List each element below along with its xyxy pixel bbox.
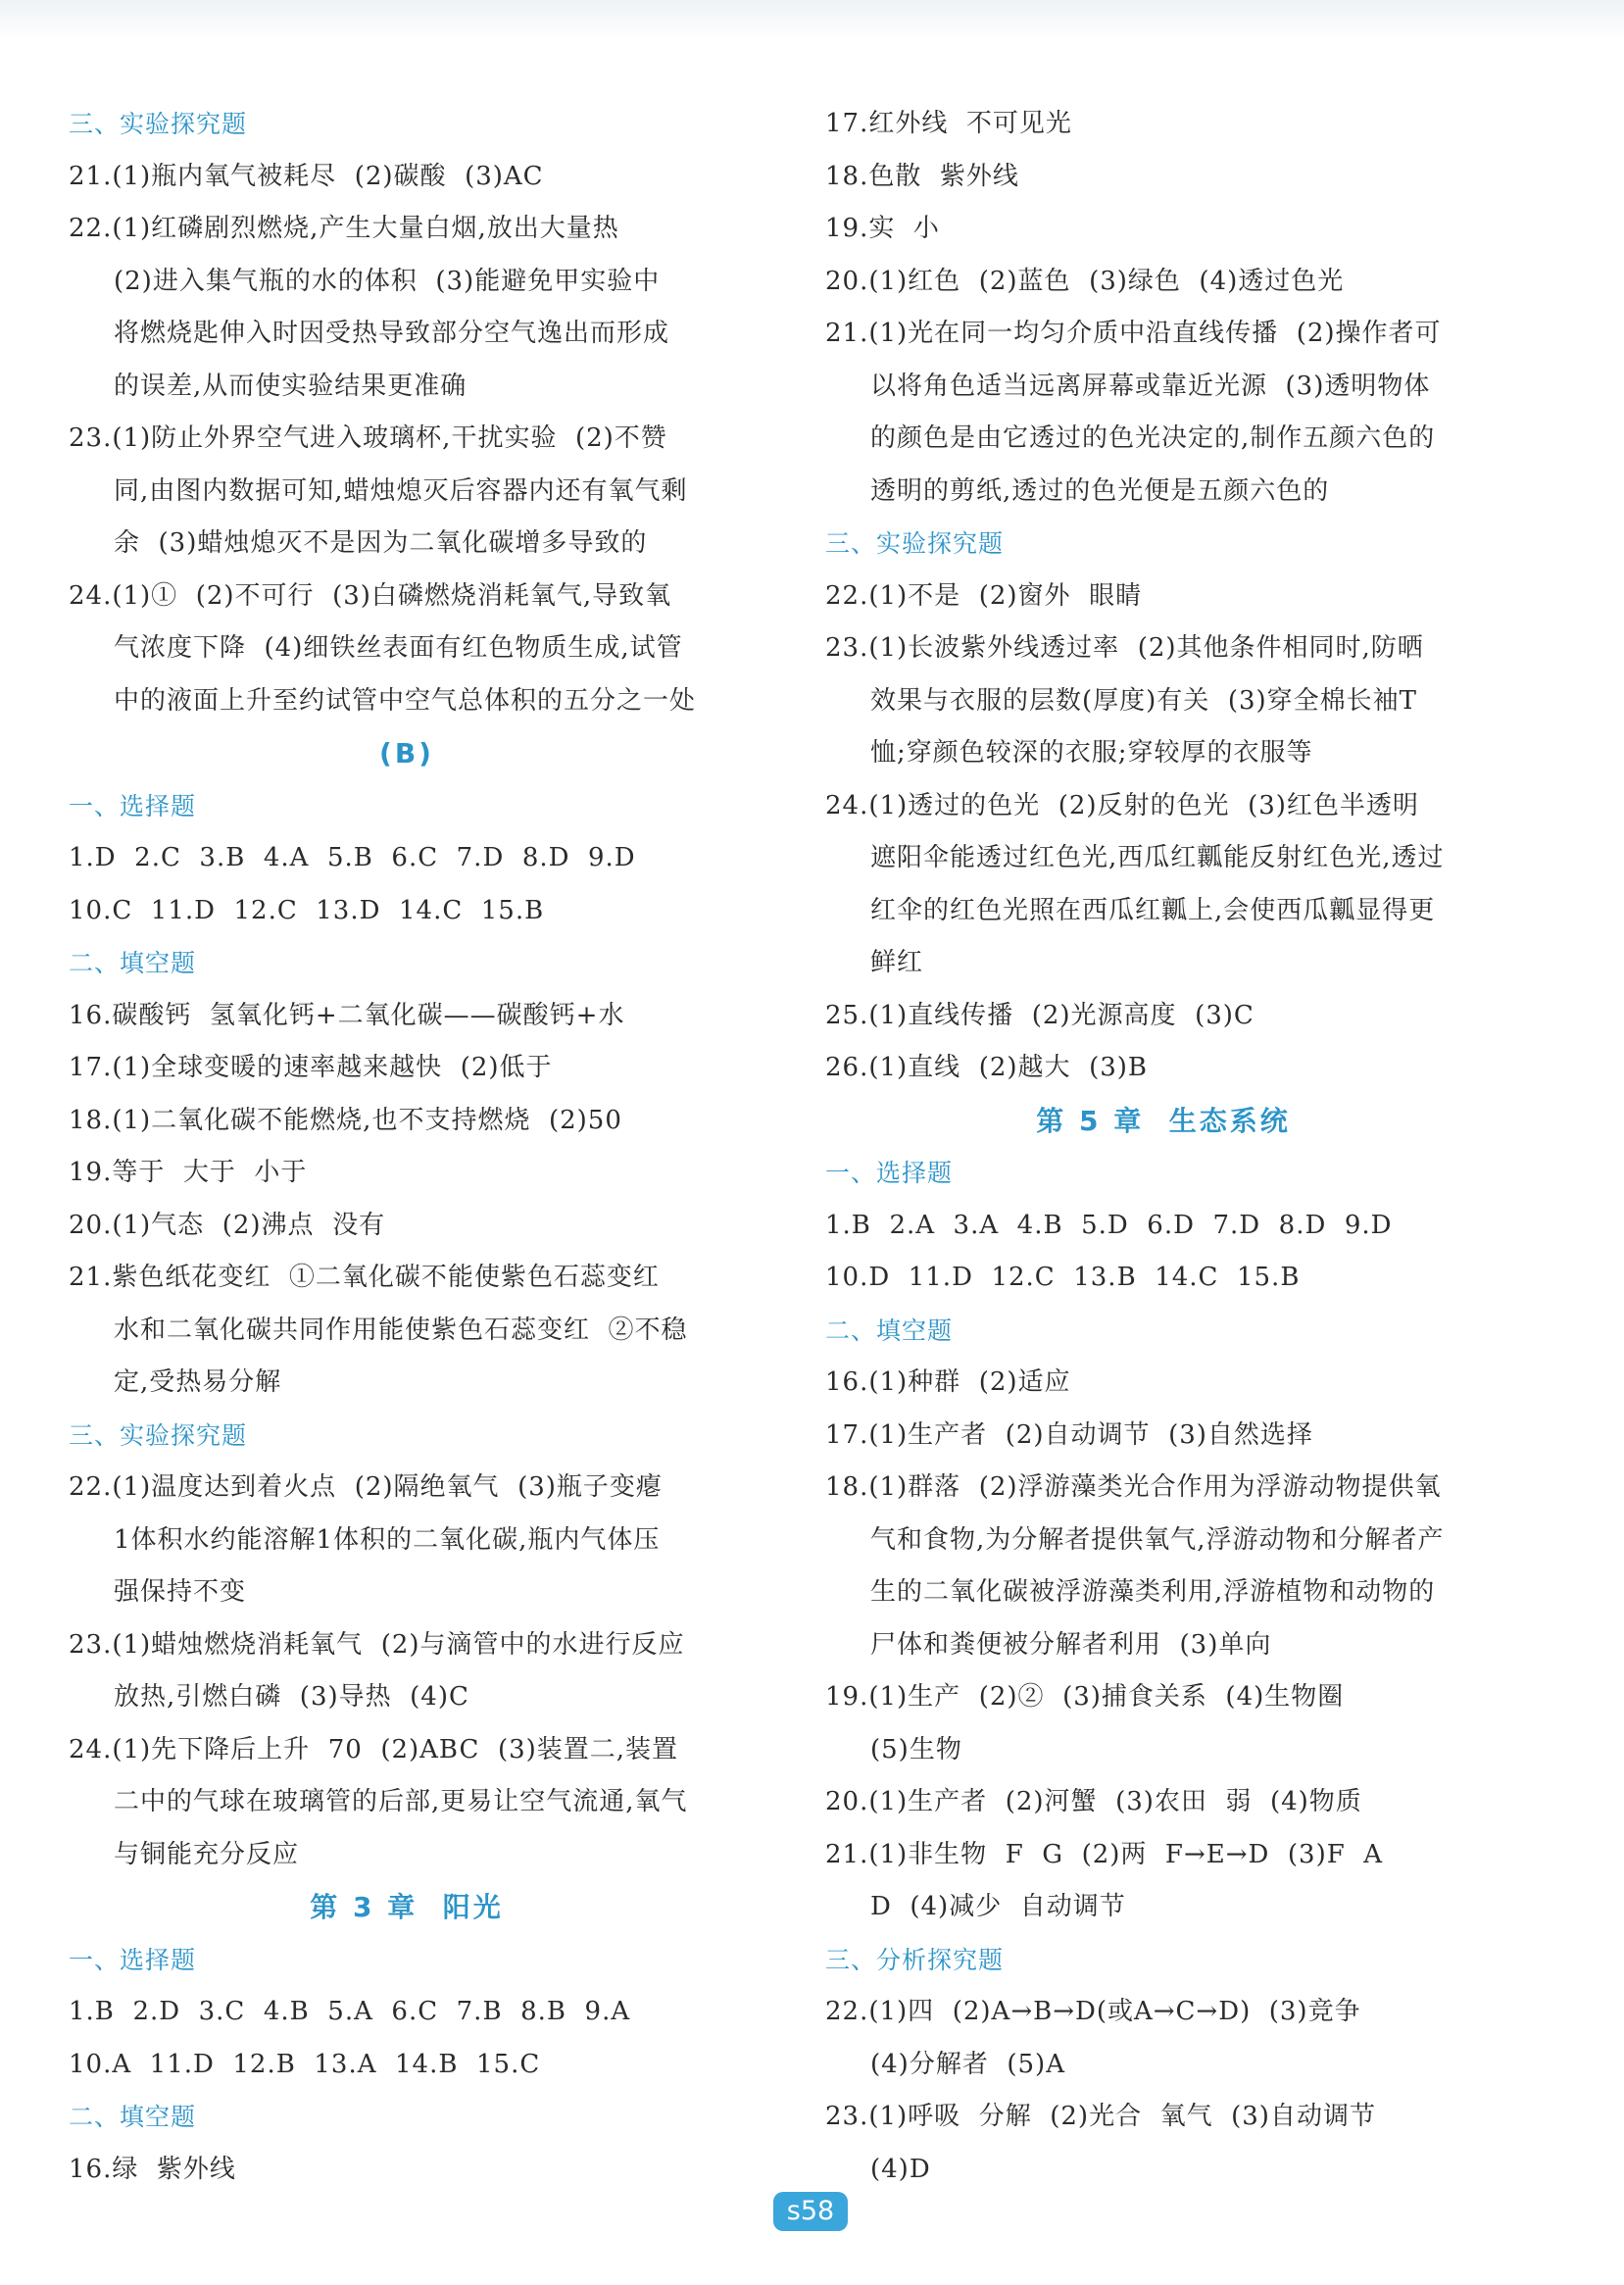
answer-continuation: 水和二氧化碳共同作用能使紫色石蕊变红 ②不稳 (114, 1315, 688, 1345)
answer-line: 16.碳酸钙 氢氧化钙+二氧化碳——碳酸钙+水 (69, 1000, 625, 1030)
answer-continuation: 余 (3)蜡烛熄灭不是因为二氧化碳增多导致的 (114, 528, 648, 558)
answer-continuation: 恤;穿颜色较深的衣服;穿较厚的衣服等 (870, 738, 1313, 768)
section-heading: 一、选择题 (69, 791, 197, 820)
answer-continuation: 气和食物,为分解者提供氧气,浮游动物和分解者产 (870, 1524, 1445, 1555)
right-column (825, 98, 1501, 2196)
section-heading: 二、填空题 (69, 949, 197, 977)
answer-line: 19.实 小 (825, 214, 940, 243)
answer-continuation: 将燃烧匙伸入时因受热导致部分空气逸出而形成 (114, 319, 670, 348)
answer-line: 17.(1)生产者 (2)自动调节 (3)自然选择 (825, 1419, 1313, 1450)
answer-continuation: 气浓度下降 (4)细铁丝表面有红色物质生成,试管 (114, 633, 683, 663)
answer-line: 21.(1)非生物 F G (2)两 F→E→D (3)F A (825, 1839, 1384, 1869)
answer-line: 17.红外线 不可见光 (825, 109, 1072, 138)
answer-continuation: (5)生物 (870, 1734, 962, 1764)
answer-line: 22.(1)红磷剧烈燃烧,产生大量白烟,放出大量热 (69, 214, 619, 243)
section-heading: 一、选择题 (825, 1159, 954, 1187)
chapter-heading: (B) (379, 737, 434, 770)
answer-line: 22.(1)不是 (2)窗外 眼睛 (825, 580, 1143, 611)
answer-line: 22.(1)温度达到着火点 (2)隔绝氧气 (3)瓶子变瘪 (69, 1472, 663, 1502)
answer-line: 19.(1)生产 (2)② (3)捕食关系 (4)生物圈 (825, 1682, 1345, 1712)
section-heading: 二、填空题 (69, 2103, 197, 2131)
answer-line: 23.(1)呼吸 分解 (2)光合 氧气 (3)自动调节 (825, 2102, 1376, 2131)
answer-continuation: 强保持不变 (114, 1577, 247, 1607)
answer-continuation: 定,受热易分解 (114, 1367, 282, 1397)
answer-line: 19.等于 大于 小于 (69, 1158, 308, 1187)
answer-continuation: 二中的气球在玻璃管的后部,更易让空气流通,氧气 (114, 1787, 688, 1816)
chapter-heading: 第 3 章 阳光 (310, 1891, 504, 1923)
answer-line: 10.D 11.D 12.C 13.B 14.C 15.B (825, 1263, 1301, 1292)
answer-continuation: 以将角色适当远离屏幕或靠近光源 (3)透明物体 (870, 371, 1431, 401)
answer-line: 21.紫色纸花变红 ①二氧化碳不能使紫色石蕊变红 (69, 1263, 660, 1292)
section-heading: 二、填空题 (825, 1316, 954, 1345)
answer-continuation: 效果与衣服的层数(厚度)有关 (3)穿全棉长袖T (870, 685, 1417, 716)
answer-continuation: 与铜能充分反应 (114, 1839, 300, 1869)
answer-line: 1.D 2.C 3.B 4.A 5.B 6.C 7.D 8.D 9.D (69, 843, 636, 872)
answer-line: 1.B 2.D 3.C 4.B 5.A 6.C 7.B 8.B 9.A (69, 1997, 631, 2026)
answer-line: 23.(1)防止外界空气进入玻璃杯,干扰实验 (2)不赞 (69, 423, 667, 453)
section-heading: 一、选择题 (69, 1945, 197, 1974)
answer-continuation: (2)进入集气瓶的水的体积 (3)能避免甲实验中 (114, 266, 661, 296)
answer-line: 18.(1)二氧化碳不能燃烧,也不支持燃烧 (2)50 (69, 1105, 622, 1135)
page-top-shade (0, 0, 1624, 39)
answer-continuation: 生的二氧化碳被浮游藻类利用,浮游植物和动物的 (870, 1577, 1436, 1607)
answer-continuation: 透明的剪纸,透过的色光便是五颜六色的 (870, 475, 1330, 506)
answer-continuation: 同,由图内数据可知,蜡烛熄灭后容器内还有氧气剩 (114, 475, 688, 506)
answer-line: 18.(1)群落 (2)浮游藻类光合作用为浮游动物提供氧 (825, 1472, 1442, 1502)
answer-line: 16.绿 紫外线 (69, 2154, 236, 2184)
section-heading: 三、分析探究题 (825, 1945, 1005, 1974)
answer-line: 24.(1)先下降后上升 70 (2)ABC (3)装置二,装置 (69, 1734, 679, 1764)
answer-line: 1.B 2.A 3.A 4.B 5.D 6.D 7.D 8.D 9.D (825, 1210, 1393, 1240)
answer-continuation: 的误差,从而使实验结果更准确 (114, 371, 468, 401)
answer-line: 20.(1)红色 (2)蓝色 (3)绿色 (4)透过色光 (825, 266, 1345, 296)
answer-continuation: 遮阳伞能透过红色光,西瓜红瓤能反射红色光,透过 (870, 843, 1445, 872)
answer-continuation: 鲜红 (870, 948, 924, 977)
answer-line: 16.(1)种群 (2)适应 (825, 1367, 1071, 1397)
left-column (69, 98, 745, 2196)
section-heading: 三、实验探究题 (69, 1420, 248, 1450)
answer-continuation: 1体积水约能溶解1体积的二氧化碳,瓶内气体压 (114, 1524, 661, 1555)
answer-line: 24.(1)透过的色光 (2)反射的色光 (3)红色半透明 (825, 790, 1419, 820)
answer-continuation: 中的液面上升至约试管中空气总体积的五分之一处 (114, 685, 697, 716)
answer-continuation: (4)分解者 (5)A (870, 2049, 1065, 2079)
answer-line: 20.(1)气态 (2)沸点 没有 (69, 1210, 386, 1240)
answer-line: 17.(1)全球变暖的速率越来越快 (2)低于 (69, 1053, 553, 1082)
answer-line: 21.(1)瓶内氧气被耗尽 (2)碳酸 (3)AC (69, 161, 544, 191)
answer-line: 23.(1)蜡烛燃烧消耗氧气 (2)与滴管中的水进行反应 (69, 1629, 685, 1660)
answer-line: 23.(1)长波紫外线透过率 (2)其他条件相同时,防晒 (825, 633, 1424, 663)
section-heading: 三、实验探究题 (825, 529, 1005, 558)
chapter-heading: 第 5 章 生态系统 (1036, 1104, 1291, 1137)
answer-continuation: D (4)减少 自动调节 (870, 1892, 1126, 1921)
answer-continuation: (4)D (870, 2154, 931, 2184)
page-number: s58 (773, 2192, 848, 2231)
answer-continuation: 红伞的红色光照在西瓜红瓤上,会使西瓜瓤显得更 (870, 895, 1436, 925)
answer-line: 22.(1)四 (2)A→B→D(或A→C→D) (3)竞争 (825, 1997, 1361, 2026)
answer-line: 25.(1)直线传播 (2)光源高度 (3)C (825, 1000, 1255, 1030)
answer-continuation: 放热,引燃白磷 (3)导热 (4)C (114, 1682, 469, 1712)
answer-line: 18.色散 紫外线 (825, 161, 1019, 191)
answer-continuation: 尸体和粪便被分解者利用 (3)单向 (870, 1629, 1272, 1660)
answer-line: 10.C 11.D 12.C 13.D 14.C 15.B (69, 895, 545, 925)
answer-line: 20.(1)生产者 (2)河蟹 (3)农田 弱 (4)物质 (825, 1787, 1362, 1816)
answer-continuation: 的颜色是由它透过的色光决定的,制作五颜六色的 (870, 423, 1436, 453)
answer-line: 10.A 11.D 12.B 13.A 14.B 15.C (69, 2049, 541, 2079)
answer-line: 26.(1)直线 (2)越大 (3)B (825, 1053, 1149, 1082)
answer-line: 21.(1)光在同一均匀介质中沿直线传播 (2)操作者可 (825, 319, 1442, 348)
section-heading: 三、实验探究题 (69, 110, 248, 138)
answer-line: 24.(1)① (2)不可行 (3)白磷燃烧消耗氧气,导致氧 (69, 580, 672, 611)
